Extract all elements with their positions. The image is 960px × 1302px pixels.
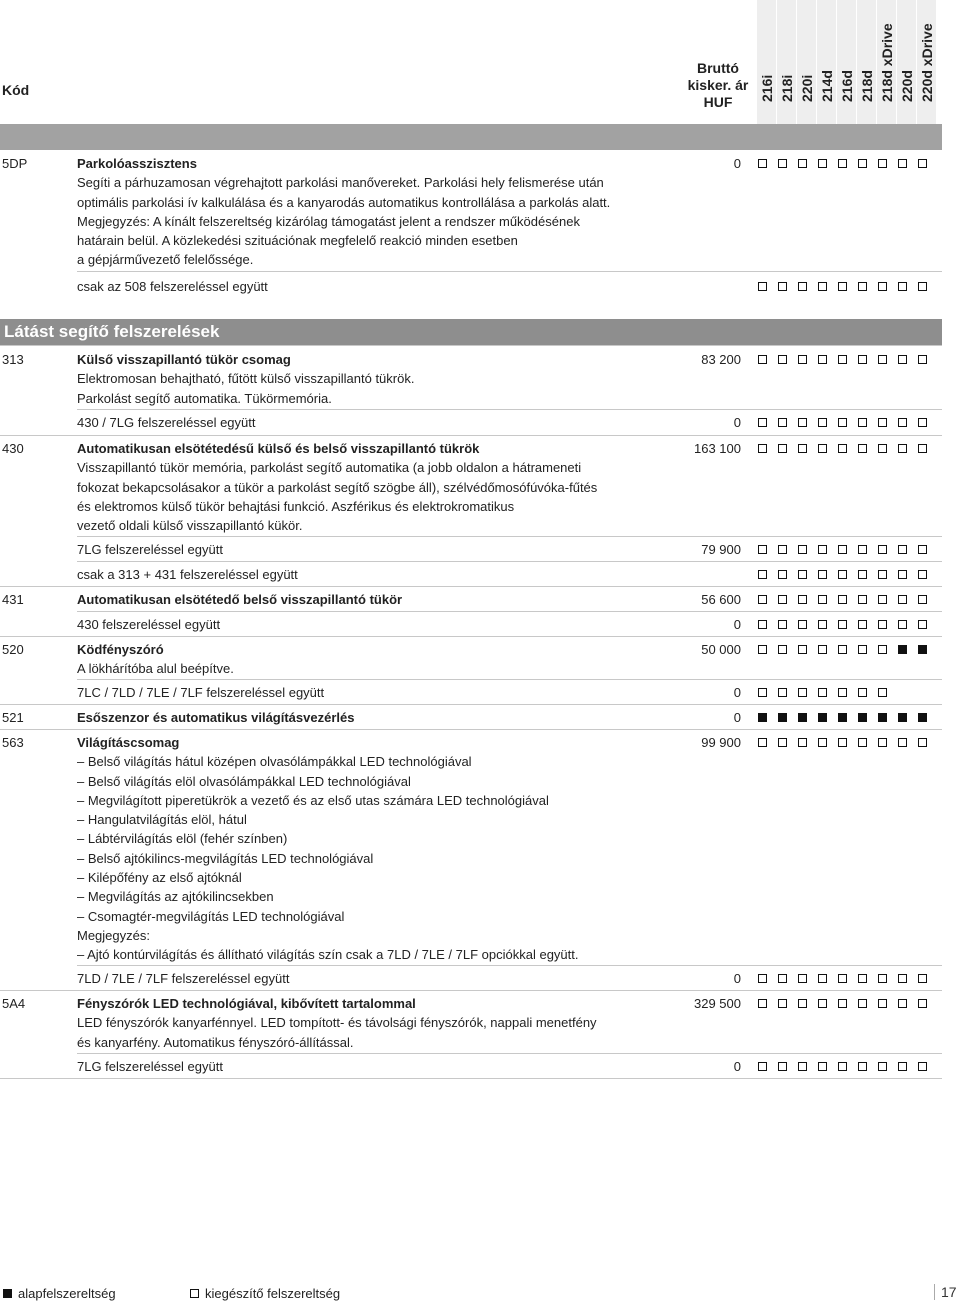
optional-equipment-icon [918,282,927,291]
model-header [777,4,796,118]
model-header [877,4,896,118]
filled-square-icon [3,1289,12,1298]
optional-equipment-icon [798,620,807,629]
optional-equipment-icon [878,545,887,554]
option-description [77,733,677,965]
optional-equipment-icon [758,545,767,554]
model-header-label: 216d [838,70,855,102]
optional-equipment-icon [918,545,927,554]
optional-equipment-icon [758,570,767,579]
option-text-line: 430 felszereléssel együtt [77,617,221,632]
optional-equipment-icon [898,418,907,427]
option-price: 0 [733,415,741,430]
standard-equipment-icon [778,713,787,722]
optional-equipment-icon [798,738,807,747]
optional-equipment-icon [758,159,767,168]
row-separator [0,1078,942,1079]
optional-equipment-icon [818,418,827,427]
optional-equipment-icon [798,545,807,554]
optional-equipment-icon [878,282,887,291]
standard-equipment-icon [858,713,867,722]
section-heading: Látást segítő felszerelések [0,319,942,345]
standard-equipment-icon [898,645,907,654]
optional-equipment-icon [918,620,927,629]
header-divider-band [0,124,942,150]
optional-equipment-icon [758,738,767,747]
price-column-header [672,60,764,111]
model-header-label: 214d [818,70,835,102]
option-title: Külső visszapillantó tükör csomag [77,352,291,367]
option-code: 430 [2,441,24,456]
empty-square-icon [190,1289,199,1298]
optional-equipment-icon [898,159,907,168]
option-text-line: – Megvilágítás az ajtókilincsekben [77,889,274,905]
standard-equipment-icon [918,645,927,654]
option-text-line: határain belül. A közlekedési szituációnak megfelelő reakció minden esetben [77,233,518,249]
option-code: 5DP [2,156,28,171]
optional-equipment-icon [758,418,767,427]
optional-equipment-icon [758,620,767,629]
optional-equipment-icon [838,1062,847,1071]
option-title: Parkolóasszisztens [77,156,197,171]
option-price: 99 900 [701,735,741,750]
optional-equipment-icon [758,355,767,364]
standard-equipment-icon [838,713,847,722]
optional-equipment-icon [878,620,887,629]
optional-equipment-icon [818,1062,827,1071]
model-header [757,4,776,118]
option-text-line: – Megvilágított piperetükrök a vezető és az első utas számára LED technológiával [77,792,549,808]
optional-equipment-icon [918,570,927,579]
model-header [837,4,856,118]
row-separator [77,536,942,537]
optional-equipment-icon [778,444,787,453]
optional-equipment-icon [778,595,787,604]
optional-equipment-icon [898,595,907,604]
optional-equipment-icon [858,444,867,453]
optional-equipment-icon [818,355,827,364]
option-price: 83 200 [701,352,741,367]
optional-equipment-icon [858,738,867,747]
option-text-line: Visszapillantó tükör memória, parkolást segítő automatika (a jobb oldalon a hátrameneti [77,460,582,476]
option-text-line: Parkolást segítő automatika. Tükörmemória. [77,390,332,406]
optional-equipment-icon [818,444,827,453]
row-separator [77,1053,942,1054]
optional-equipment-icon [798,282,807,291]
standard-equipment-icon [878,713,887,722]
optional-equipment-icon [798,159,807,168]
option-text-line: – Lábtérvilágítás elöl (fehér színben) [77,831,288,847]
optional-equipment-icon [778,282,787,291]
optional-equipment-icon [878,444,887,453]
option-code: 520 [2,642,24,657]
row-separator [0,636,942,637]
option-price: 0 [733,156,741,171]
option-description [77,640,677,679]
model-header-label: 218d xDrive [878,23,895,102]
standard-equipment-icon [918,713,927,722]
optional-equipment-icon [778,738,787,747]
optional-equipment-icon [878,418,887,427]
optional-equipment-icon [918,418,927,427]
optional-equipment-icon [818,620,827,629]
model-header [857,4,876,118]
optional-equipment-icon [838,645,847,654]
optional-equipment-icon [918,444,927,453]
price-header-line-3: HUF [703,94,733,110]
option-text-line: Megjegyzés: A kínált felszereltség kizárólag támogatást jelent a rendszer működésének [77,213,580,229]
model-header [917,4,936,118]
optional-equipment-icon [838,974,847,983]
option-text-line: – Belső világítás elöl olvasólámpákkal LED technológiával [77,773,411,789]
option-text-line: vezető oldali külső visszapillantó kükör. [77,518,303,534]
row-separator [0,704,942,705]
optional-equipment-icon [918,738,927,747]
option-description [77,565,677,584]
optional-equipment-icon [898,974,907,983]
option-text-line: csak az 508 felszereléssel együtt [77,279,268,294]
optional-equipment-icon [758,1062,767,1071]
optional-equipment-icon [758,688,767,697]
optional-equipment-icon [758,444,767,453]
optional-equipment-icon [838,570,847,579]
optional-equipment-icon [898,999,907,1008]
optional-equipment-icon [878,355,887,364]
option-text-line: – Ajtó kontúrvilágítás és állítható világítás szín csak a 7LD / 7LE / 7LF opciókkal együtt. [77,947,579,963]
optional-equipment-icon [798,595,807,604]
optional-equipment-icon [758,645,767,654]
model-header-label: 220i [798,74,815,102]
option-text-line: – Csomagtér-megvilágítás LED technológiával [77,908,345,924]
option-text-line: 7LG felszereléssel együtt [77,1059,223,1074]
optional-equipment-icon [858,1062,867,1071]
row-separator [0,435,942,436]
optional-equipment-icon [858,620,867,629]
option-price: 0 [733,710,741,725]
optional-equipment-icon [838,595,847,604]
optional-equipment-icon [758,595,767,604]
optional-equipment-icon [878,645,887,654]
option-price: 163 100 [694,441,741,456]
price-header-line-2: kisker. ár [687,77,749,93]
optional-equipment-icon [798,1062,807,1071]
optional-equipment-icon [798,418,807,427]
option-text-line: csak a 313 + 431 felszereléssel együtt [77,567,298,582]
option-code: 5A4 [2,996,26,1011]
optional-equipment-icon [778,355,787,364]
option-code: 521 [2,710,24,725]
option-price: 79 900 [701,542,741,557]
optional-equipment-icon [798,974,807,983]
option-title: Esőszenzor és automatikus világításvezérlés [77,710,355,725]
optional-equipment-icon [778,1062,787,1071]
optional-equipment-icon [818,999,827,1008]
optional-equipment-icon [798,355,807,364]
optional-equipment-icon [858,974,867,983]
row-separator [0,345,942,346]
option-title: Automatikusan elsötétedésű külső és belső visszapillantó tükrök [77,441,480,456]
optional-equipment-icon [858,645,867,654]
model-header-label: 220d xDrive [918,23,935,102]
optional-equipment-icon [918,999,927,1008]
option-description [77,1057,677,1076]
optional-equipment-icon [898,1062,907,1071]
optional-equipment-icon [878,999,887,1008]
option-description [77,615,677,634]
option-text-line: Segíti a párhuzamosan végrehajtott parkolási manővereket. Parkolási hely felismerése után [77,175,604,191]
optional-equipment-icon [918,974,927,983]
optional-equipment-icon [818,738,827,747]
optional-equipment-icon [838,738,847,747]
optional-equipment-icon [858,159,867,168]
optional-equipment-icon [858,570,867,579]
row-separator [0,586,942,587]
optional-equipment-icon [758,999,767,1008]
option-price: 329 500 [694,996,741,1011]
optional-equipment-icon [858,355,867,364]
optional-equipment-icon [878,738,887,747]
optional-equipment-icon [918,595,927,604]
option-text-line: 430 / 7LG felszereléssel együtt [77,415,256,430]
model-header-label: 220d [898,70,915,102]
option-text-line: – Belső világítás hátul középen olvasólámpákkal LED technológiával [77,754,472,770]
optional-equipment-icon [798,444,807,453]
optional-equipment-icon [858,999,867,1008]
legend-standard [3,1286,116,1301]
option-description [77,708,677,727]
option-code: 431 [2,592,24,607]
optional-equipment-icon [778,999,787,1008]
option-description [77,154,677,270]
option-code: 313 [2,352,24,367]
page-number: 17 [934,1284,957,1300]
optional-equipment-icon [878,595,887,604]
optional-equipment-icon [798,999,807,1008]
optional-equipment-icon [818,688,827,697]
row-separator [0,729,942,730]
optional-equipment-icon [778,688,787,697]
model-header-label: 218i [778,74,795,102]
option-text-line: A lökhárítóba alul beépítve. [77,661,234,677]
option-text-line: – Belső ajtókilincs-megvilágítás LED technológiával [77,850,374,866]
option-text-line: a gépjárművezető felelőssége. [77,252,254,268]
optional-equipment-icon [838,688,847,697]
optional-equipment-icon [838,282,847,291]
optional-equipment-icon [778,645,787,654]
optional-equipment-icon [798,688,807,697]
optional-equipment-icon [878,688,887,697]
row-separator [0,990,942,991]
optional-equipment-icon [918,1062,927,1071]
code-column-header: Kód [2,82,30,98]
option-code: 563 [2,735,24,750]
optional-equipment-icon [838,355,847,364]
option-description [77,994,677,1052]
option-text-line: Megjegyzés: [77,927,150,943]
option-description [77,683,677,702]
option-price: 0 [733,971,741,986]
optional-equipment-icon [898,355,907,364]
price-header-line-1: Bruttó [697,60,739,76]
optional-equipment-icon [918,355,927,364]
optional-equipment-icon [838,418,847,427]
option-text-line: 7LC / 7LD / 7LE / 7LF felszereléssel együtt [77,685,325,700]
optional-equipment-icon [758,282,767,291]
model-header-label: 216i [758,74,775,102]
option-description [77,969,677,988]
option-price: 0 [733,617,741,632]
option-description [77,540,677,559]
optional-equipment-icon [898,570,907,579]
option-price: 0 [733,685,741,700]
optional-equipment-icon [858,282,867,291]
option-text-line: és kanyarfény. Automatikus fényszóró-állítással. [77,1034,354,1050]
optional-equipment-icon [838,620,847,629]
optional-equipment-icon [878,570,887,579]
option-text-line: fokozat bekapcsolásakor a tükör a parkolást segítő szögbe áll), szélvédőmosófúvóka-fűtés [77,479,598,495]
option-price: 50 000 [701,642,741,657]
row-separator [77,409,942,410]
model-header [797,4,816,118]
optional-equipment-icon [918,159,927,168]
option-description [77,590,677,609]
option-text-line: 7LG felszereléssel együtt [77,542,223,557]
optional-equipment-icon [878,159,887,168]
option-price: 56 600 [701,592,741,607]
option-text-line: LED fényszórók kanyarfénnyel. LED tompított- és távolsági fényszórók, nappali menetfény [77,1015,597,1031]
option-text-line: optimális parkolási ív kalkulálása és a kanyarodás automatikus kontrollálása a parkolás alatt. [77,194,611,210]
model-header-label: 218d [858,70,875,102]
option-text-line: 7LD / 7LE / 7LF felszereléssel együtt [77,971,290,986]
optional-equipment-icon [758,974,767,983]
standard-equipment-icon [818,713,827,722]
option-title: Fényszórók LED technológiával, kibővített tartalommal [77,996,416,1011]
optional-equipment-icon [818,159,827,168]
row-separator [77,965,942,966]
standard-equipment-icon [758,713,767,722]
legend-optional [190,1286,340,1301]
optional-equipment-icon [778,974,787,983]
row-separator [77,271,942,272]
legend-standard-label: alapfelszereltség [18,1286,116,1301]
optional-equipment-icon [858,595,867,604]
option-text-line: – Kilépőfény az első ajtóknál [77,870,242,886]
optional-equipment-icon [778,159,787,168]
optional-equipment-icon [778,545,787,554]
standard-equipment-icon [898,713,907,722]
optional-equipment-icon [898,282,907,291]
option-title: Világításcsomag [77,735,180,750]
optional-equipment-icon [898,620,907,629]
optional-equipment-icon [878,1062,887,1071]
option-description [77,350,677,408]
optional-equipment-icon [818,595,827,604]
option-description [77,439,677,535]
optional-equipment-icon [818,645,827,654]
option-description [77,277,677,296]
option-description [77,413,677,432]
optional-equipment-icon [778,570,787,579]
optional-equipment-icon [838,159,847,168]
option-text-line: – Hangulatvilágítás elöl, hátul [77,812,247,828]
row-separator [77,611,942,612]
model-header [897,4,916,118]
optional-equipment-icon [898,738,907,747]
optional-equipment-icon [818,282,827,291]
option-text-line: és elektromos külső tükör behajtási funkció. Aszférikus és elektrokromatikus [77,498,515,514]
model-header [817,4,836,118]
standard-equipment-icon [798,713,807,722]
optional-equipment-icon [818,545,827,554]
optional-equipment-icon [798,570,807,579]
option-price: 0 [733,1059,741,1074]
optional-equipment-icon [838,444,847,453]
optional-equipment-icon [798,645,807,654]
optional-equipment-icon [818,570,827,579]
option-text-line: Elektromosan behajtható, fűtött külső visszapillantó tükrök. [77,371,415,387]
optional-equipment-icon [898,444,907,453]
row-separator [77,679,942,680]
optional-equipment-icon [898,545,907,554]
row-separator [77,561,942,562]
optional-equipment-icon [778,418,787,427]
optional-equipment-icon [838,545,847,554]
optional-equipment-icon [858,418,867,427]
optional-equipment-icon [878,974,887,983]
optional-equipment-icon [818,974,827,983]
option-title: Automatikusan elsötétedő belső visszapillantó tükör [77,592,403,607]
optional-equipment-icon [838,999,847,1008]
optional-equipment-icon [858,545,867,554]
option-title: Ködfényszóró [77,642,164,657]
optional-equipment-icon [858,688,867,697]
optional-equipment-icon [778,620,787,629]
legend-optional-label: kiegészítő felszereltség [205,1286,341,1301]
